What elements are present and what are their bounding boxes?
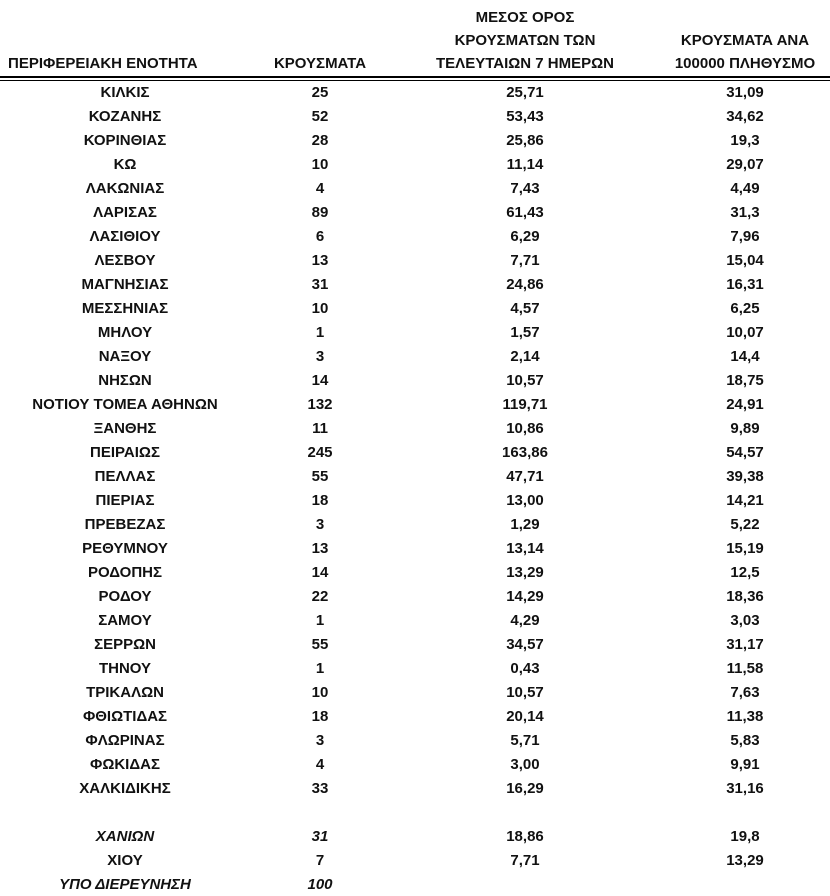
header-per100k [660,29,830,76]
per100k-cell: 10,07 [726,324,764,341]
table-row [0,465,830,489]
table-row [0,273,830,297]
table-row [0,129,830,153]
cases-cell: 7 [315,852,325,869]
per100k-cell: 12,5 [730,564,760,581]
header-per100k-line2: 100000 ΠΛΗΘΥΣΜΟ [674,55,816,72]
table-row [0,633,830,657]
region-cell: ΚΟΖΑΝΗΣ [88,108,162,125]
table-row [0,681,830,705]
table-row [0,513,830,537]
avg7-cell: 11,14 [506,156,544,173]
avg7-cell: 163,86 [502,444,548,461]
avg7-cell: 20,14 [506,708,544,725]
cases-cell: 55 [311,636,329,653]
region-cell: ΠΕΙΡΑΙΩΣ [90,444,160,461]
cases-cell: 10 [311,156,329,173]
cases-cell: 10 [311,300,329,317]
table-header-row [0,0,830,76]
per100k-cell: 5,83 [730,732,760,749]
avg7-cell: 7,71 [510,852,540,869]
cases-cell: 3 [315,732,325,749]
region-cell: ΛΑΡΙΣΑΣ [93,204,157,221]
cases-cell: 132 [307,396,333,413]
cases-cell: 13 [311,252,329,269]
avg7-cell: 3,00 [510,756,540,773]
avg7-cell: 25,71 [506,84,544,101]
table-row [0,345,830,369]
per100k-cell: 54,57 [726,444,764,461]
per100k-cell: 19,8 [730,828,760,845]
header-avg7-line1: ΜΕΣΟΣ ΟΡΟΣ [475,9,575,26]
avg7-cell: 10,86 [506,420,544,437]
region-cell: ΧΑΛΚΙΔΙΚΗΣ [79,780,171,797]
region-cell: ΤΡΙΚΑΛΩΝ [86,684,164,701]
cases-cell: 89 [311,204,329,221]
per100k-cell: 16,31 [726,276,764,293]
region-cell: ΚΟΡΙΝΘΙΑΣ [83,132,167,149]
per100k-cell: 15,19 [726,540,764,557]
region-cell: ΦΩΚΙΔΑΣ [90,756,160,773]
cases-cell: 18 [311,492,329,509]
cases-cell: 1 [315,660,325,677]
table-row [0,825,830,849]
table-row [0,297,830,321]
cases-cell: 14 [311,372,329,389]
per100k-cell: 3,03 [730,612,760,629]
avg7-cell: 7,71 [510,252,540,269]
table-row [0,753,830,777]
per100k-cell: 31,09 [726,84,764,101]
per100k-cell: 11,38 [726,708,764,725]
region-cell: ΧΙΟΥ [107,852,143,869]
header-region [0,52,250,76]
per100k-cell: 6,25 [730,300,760,317]
table-row [0,321,830,345]
cases-cell: 14 [311,564,329,581]
avg7-cell: 25,86 [506,132,544,149]
cases-cell: 55 [311,468,329,485]
table-row [0,849,830,873]
avg7-cell: 18,86 [506,828,544,845]
per100k-cell: 31,16 [726,780,764,797]
region-cell: ΡΟΔΟΠΗΣ [88,564,162,581]
table-body [0,81,830,896]
cases-cell: 31 [311,276,329,293]
per100k-cell: 18,75 [726,372,764,389]
table-row [0,105,830,129]
avg7-cell: 53,43 [506,108,544,125]
cases-cell [250,801,390,825]
per100k-cell [660,801,830,825]
region-cell: ΡΕΘΥΜΝΟΥ [82,540,168,557]
region-cell: ΜΕΣΣΗΝΙΑΣ [81,300,169,317]
per100k-cell: 9,91 [730,756,760,773]
per100k-cell: 13,29 [726,852,764,869]
per100k-cell: 14,21 [726,492,764,509]
avg7-cell: 119,71 [502,396,548,413]
region-cell: ΞΑΝΘΗΣ [93,420,157,437]
avg7-cell: 61,43 [506,204,544,221]
per100k-cell: 7,96 [730,228,760,245]
avg7-cell: 1,29 [510,516,540,533]
table-row [0,489,830,513]
avg7-cell: 7,43 [510,180,540,197]
table-row [0,657,830,681]
per100k-cell: 14,4 [730,348,760,365]
avg7-cell: 1,57 [510,324,540,341]
per100k-cell: 31,3 [730,204,760,221]
region-cell: ΝΗΣΩΝ [98,372,152,389]
cases-cell: 33 [311,780,329,797]
table-row [0,81,830,105]
avg7-cell [390,801,660,825]
avg7-cell: 4,29 [510,612,540,629]
avg7-cell: 14,29 [506,588,544,605]
header-cases [250,52,390,76]
cases-cell: 1 [315,324,325,341]
avg7-cell: 13,00 [506,492,544,509]
table-row [0,225,830,249]
region-cell: ΛΕΣΒΟΥ [94,252,156,269]
table-row [0,609,830,633]
per100k-cell: 9,89 [730,420,760,437]
region-cell: ΤΗΝΟΥ [98,660,152,677]
per100k-cell: 24,91 [726,396,764,413]
cases-cell: 13 [311,540,329,557]
table-row [0,777,830,801]
header-region-label: ΠΕΡΙΦΕΡΕΙΑΚΗ ΕΝΟΤΗΤΑ [8,55,198,72]
per100k-cell: 4,49 [730,180,760,197]
table-row [0,801,830,825]
header-cases-label: ΚΡΟΥΣΜΑΤΑ [273,55,367,72]
region-cell: ΧΑΝΙΩΝ [95,828,155,845]
cases-cell: 31 [311,828,329,845]
region-cell: ΣΕΡΡΩΝ [94,636,156,653]
per100k-cell: 15,04 [726,252,764,269]
per100k-cell: 39,38 [726,468,764,485]
cases-cell: 245 [307,444,333,461]
table-row [0,249,830,273]
region-cell: ΝΑΞΟΥ [98,348,152,365]
avg7-cell: 34,57 [506,636,544,653]
avg7-cell: 0,43 [510,660,540,677]
region-cell: ΜΗΛΟΥ [97,324,153,341]
avg7-cell: 4,57 [510,300,540,317]
cases-cell: 3 [315,348,325,365]
per100k-cell [660,873,830,896]
per100k-cell: 31,17 [726,636,764,653]
avg7-cell: 2,14 [510,348,540,365]
table-row [0,417,830,441]
region-cell: ΠΙΕΡΙΑΣ [95,492,155,509]
region-cell: ΡΟΔΟΥ [98,588,152,605]
table-row [0,561,830,585]
header-avg7 [390,6,660,76]
per100k-cell: 29,07 [726,156,764,173]
table-row [0,873,830,896]
header-avg7-line2: ΚΡΟΥΣΜΑΤΩΝ ΤΩΝ [454,32,596,49]
table-row [0,393,830,417]
table-row [0,537,830,561]
table-row [0,705,830,729]
region-cell: ΜΑΓΝΗΣΙΑΣ [81,276,169,293]
cases-cell: 1 [315,612,325,629]
table-row [0,177,830,201]
cases-cell: 4 [315,180,325,197]
cases-cell: 100 [307,876,333,893]
cases-cell: 11 [312,420,328,437]
region-cell: ΛΑΣΙΘΙΟΥ [89,228,161,245]
avg7-cell: 5,71 [510,732,540,749]
table-row [0,585,830,609]
table-row [0,369,830,393]
table-row [0,729,830,753]
cases-cell: 22 [311,588,329,605]
region-cell: ΦΘΙΩΤΙΔΑΣ [82,708,168,725]
region-cell: ΛΑΚΩΝΙΑΣ [85,180,165,197]
region-cell: ΣΑΜΟΥ [98,612,152,629]
table-row [0,441,830,465]
per100k-cell: 7,63 [730,684,760,701]
cases-cell: 18 [311,708,329,725]
avg7-cell: 6,29 [510,228,540,245]
region-cell: ΚΩ [113,156,137,173]
header-per100k-line1: ΚΡΟΥΣΜΑΤΑ ΑΝΑ [680,32,810,49]
cases-cell: 10 [311,684,329,701]
table-row [0,201,830,225]
cases-cell: 52 [311,108,329,125]
table-row [0,153,830,177]
avg7-cell [390,873,660,896]
region-cell: ΠΕΛΛΑΣ [94,468,156,485]
avg7-cell: 16,29 [506,780,544,797]
avg7-cell: 13,29 [506,564,544,581]
cases-cell: 25 [311,84,329,101]
cases-cell: 28 [311,132,329,149]
region-cell: ΝΟΤΙΟΥ ΤΟΜΕΑ ΑΘΗΝΩΝ [32,396,218,413]
per100k-cell: 18,36 [726,588,764,605]
region-cell: ΦΛΩΡΙΝΑΣ [85,732,165,749]
cases-cell: 4 [315,756,325,773]
header-avg7-line3: ΤΕΛΕΥΤΑΙΩΝ 7 ΗΜΕΡΩΝ [436,55,614,72]
region-cell: ΠΡΕΒΕΖΑΣ [84,516,166,533]
per100k-cell: 5,22 [730,516,760,533]
cases-cell: 3 [315,516,325,533]
per100k-cell: 19,3 [730,132,760,149]
avg7-cell: 10,57 [506,372,544,389]
avg7-cell: 24,86 [506,276,544,293]
region-cell [0,801,250,825]
per100k-cell: 34,62 [726,108,764,125]
cases-cell: 6 [315,228,325,245]
avg7-cell: 13,14 [506,540,544,557]
avg7-cell: 47,71 [506,468,544,485]
per100k-cell: 11,58 [726,660,764,677]
avg7-cell: 10,57 [506,684,544,701]
region-cell: ΚΙΛΚΙΣ [100,84,150,101]
region-cell: ΥΠΟ ΔΙΕΡΕΥΝΗΣΗ [59,876,191,893]
